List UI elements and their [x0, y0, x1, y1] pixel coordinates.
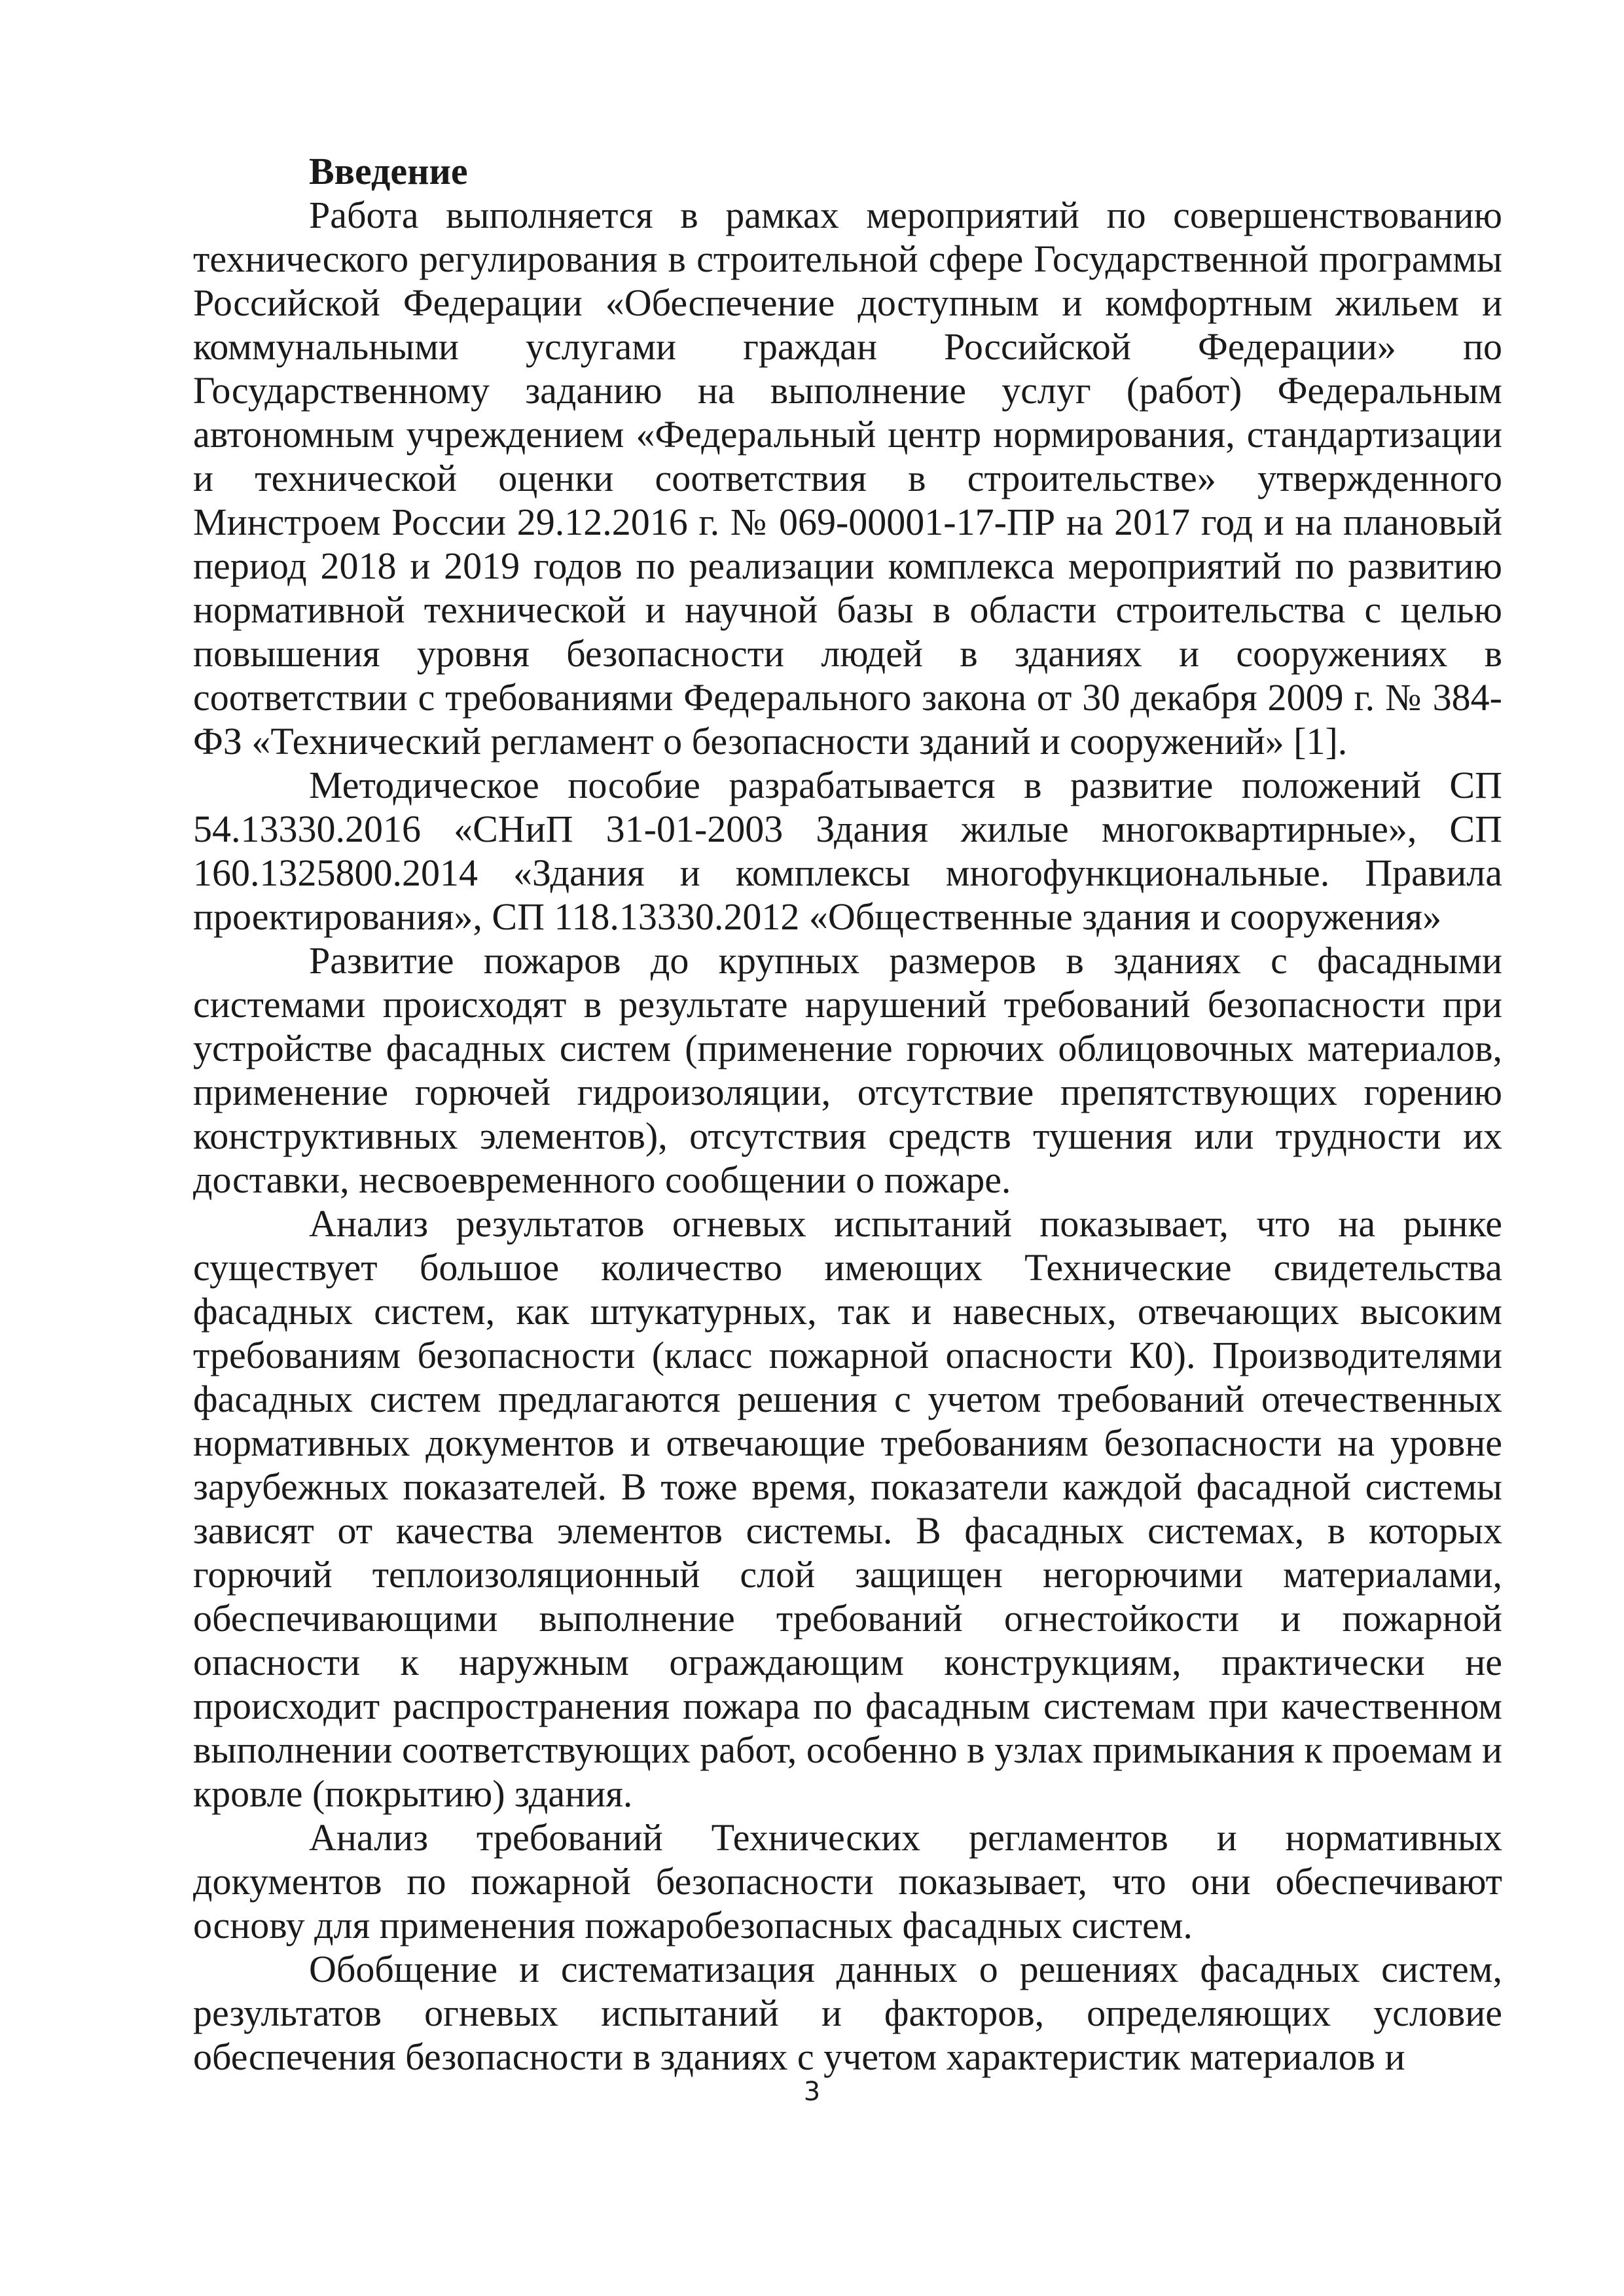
- paragraph: Анализ результатов огневых испытаний показывает, что на рынке существует большое количество имеющих Технические свидетельства фасадных систем, как штукатурных, так и навесных, отвечающих высоким требованиям безопасности (класс пожарной опасности К0). Производителями фасадных систем предлагаются решения с учетом требований отечественных нормативных документов и отвечающие требованиям безопасности на уровне зарубежных показателей. В тоже время, показатели каждой фасадной системы зависят от качества элементов системы. В фасадных системах, в которых горючий теплоизоляционный слой защищен негорючими материалами, обеспечивающими выполнение требований огнестойкости и пожарной опасности к наружным ограждающим конструкциям, практически не происходит распространения пожара по фасадным системам при качественном выполнении соответствующих работ, особенно в узлах примыкания к проемам и кровле (покрытию) здания.: [193, 1202, 1502, 1815]
- paragraph: Работа выполняется в рамках мероприятий по совершенствованию технического регулирования в строительной сфере Государственной программы Российской Федерации «Обеспечение доступным и комфортным жильем и коммунальными услугами граждан Российской Федерации» по Государственному заданию на выполнение услуг (работ) Федеральным автономным учреждением «Федеральный центр нормирования, стандартизации и технической оценки соответствия в строительстве» утвержденного Минстроем России 29.12.2016 г. № 069-00001-17-ПР на 2017 год и на плановый период 2018 и 2019 годов по реализации комплекса мероприятий по развитию нормативной технической и научной базы в области строительства с целью повышения уровня безопасности людей в зданиях и сооружениях в соответствии с требованиями Федерального закона от 30 декабря 2009 г. № 384-ФЗ «Технический регламент о безопасности зданий и сооружений» [1].: [193, 194, 1502, 762]
- paragraph: Анализ требований Технических регламентов и нормативных документов по пожарной безопасности показывает, что они обеспечивают основу для применения пожаробезопасных фасадных систем.: [193, 1816, 1502, 1946]
- paragraph: Развитие пожаров до крупных размеров в зданиях с фасадными системами происходят в результате нарушений требований безопасности при устройстве фасадных систем (применение горючих облицовочных материалов, применение горючей гидроизоляции, отсутствие препятствующих горению конструктивных элементов), отсутствия средств тушения или трудности их доставки, несвоевременного сообщении о пожаре.: [193, 939, 1502, 1201]
- paragraph: Методическое пособие разрабатывается в развитие положений СП 54.13330.2016 «СНиП 31-01-2003 Здания жилые многоквартирные», СП 160.1325800.2014 «Здания и комплексы многофункциональные. Правила проектирования», СП 118.13330.2012 «Общественные здания и сооружения»: [193, 764, 1502, 938]
- section-heading: Введение: [309, 150, 468, 192]
- page-number: 3: [803, 2077, 821, 2107]
- paragraph: Обобщение и систематизация данных о решениях фасадных систем, результатов огневых испытаний и факторов, определяющих условие обеспечения безопасности в зданиях с учетом характеристик материалов и: [193, 1948, 1502, 2078]
- main-text: [193, 149, 1502, 2079]
